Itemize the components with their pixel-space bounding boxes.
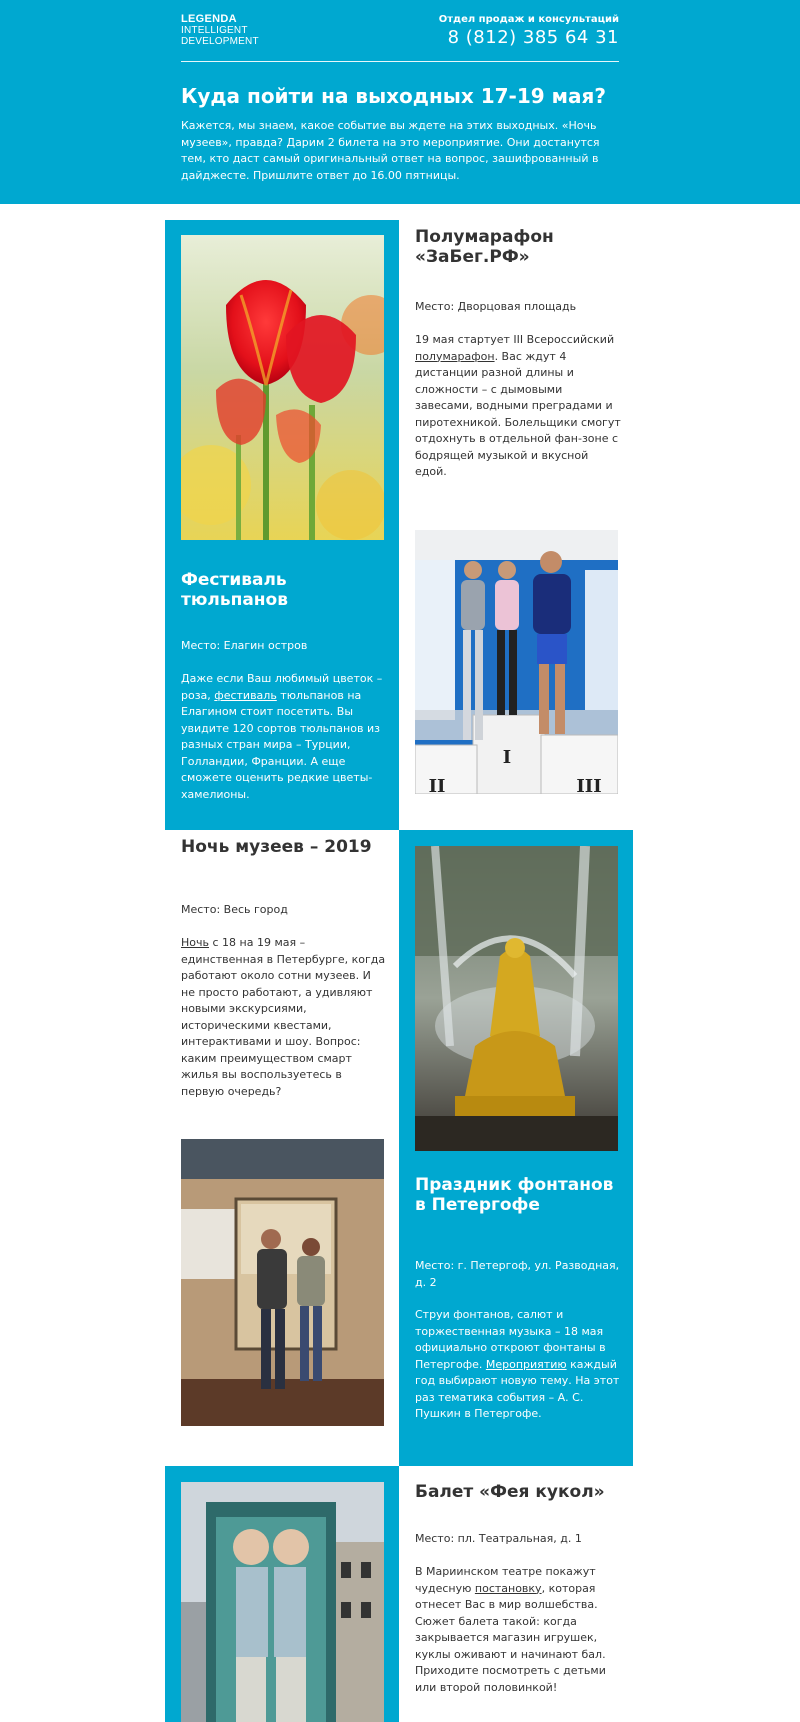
event-text-tulips xyxy=(181,671,387,803)
event-place-tulips: Место: Елагин остров xyxy=(181,639,308,652)
logo-line-2: INTELLIGENT xyxy=(181,25,248,36)
event-card-ballet-image xyxy=(165,1466,399,1722)
event-title-tulips: Фестиваль тюльпанов xyxy=(181,570,288,610)
event-text-ballet xyxy=(415,1564,621,1696)
event-card-marathon xyxy=(399,220,633,830)
header-divider xyxy=(181,61,619,62)
event-place-fountains: Место: г. Петергоф, ул. Разводная, д. 2 xyxy=(415,1259,620,1289)
logo-line-3: DEVELOPMENT xyxy=(181,36,259,47)
event-place-museums: Место: Весь город xyxy=(181,903,288,916)
event-text-museums-b: с 18 на 19 мая – единственная в Петербурге, когда работают около сотни музеев. И не просто работают, а удивляют новыми экскурсиями, историческими квестами, интерактивами и шоу. Вопрос: каким преимуществом смарт жилья вы воспользуетесь в первую очередь? xyxy=(181,936,386,1098)
event-card-museums xyxy=(165,830,399,1466)
marathon-photo[interactable] xyxy=(415,530,618,794)
contact-label: Отдел продаж и консультаций xyxy=(438,14,619,25)
intro-text: Кажется, мы знаем, какое событие вы ждете на этих выходных. «Ночь музеев», правда? Дарим 2 билета на это мероприятие. Они достанутся тем, кто даст самый оригинальный ответ на вопрос, зашифрованный в дайджесте. Пришлите ответ до 16.00 пятницы. xyxy=(181,119,600,182)
podium-first-label: I xyxy=(502,747,512,768)
event-title-fountains: Праздник фонтанов в Петергофе xyxy=(415,1175,614,1215)
event-text-marathon-b: . Вас ждут 4 дистанции разной длины и сложности – с дымовыми завесами, водными преградами и пиротехникой. Болельщики смогут отдохнуть в отдельной фан-зоне с бодрящей музыкой и вкусной едой. xyxy=(415,349,621,478)
event-title-museums: Ночь музеев – 2019 xyxy=(181,837,372,857)
podium-second-label: II xyxy=(428,776,446,794)
event-place-marathon: Место: Дворцовая площадь xyxy=(415,300,577,313)
phone-link[interactable]: 8 (812) 385 64 31 xyxy=(447,27,619,48)
event-card-fountains xyxy=(399,830,633,1466)
event-card-ballet xyxy=(399,1466,633,1722)
event-text-fountains-b: каждый год выбирают новую тему. На этот раз тематика события – А. С. Пушкин в Петергофе. xyxy=(415,1357,620,1420)
mural-photo[interactable] xyxy=(181,1482,384,1722)
event-text-ballet-a: В Мариинском театре покажут чудесную xyxy=(415,1565,596,1595)
header-banner xyxy=(0,0,800,204)
logo-line-1: LEGENDA xyxy=(181,13,237,25)
event-place-ballet: Место: пл. Театральная, д. 1 xyxy=(415,1532,582,1545)
podium-third-label: III xyxy=(576,776,602,794)
event-text-fountains xyxy=(415,1307,621,1423)
legenda-logo[interactable] xyxy=(181,14,259,47)
event-text-marathon-a: 19 мая стартует III Всероссийский xyxy=(415,333,615,346)
page-title: Куда пойти на выходных 17-19 мая? xyxy=(181,84,606,108)
fountain-photo[interactable] xyxy=(415,846,618,1151)
ballet-link[interactable]: постановку xyxy=(474,1581,542,1595)
event-text-tulips-a: Даже если Ваш любимый цветок – роза, xyxy=(181,672,383,702)
event-text-ballet-b: , которая отнесет Вас в мир волшебства. Сюжет балета такой: когда закрывается магазин игрушек, куклы оживают и начинают бал. Приходите посмотреть с детьми или второй половинкой! xyxy=(415,1581,606,1694)
event-text-museums xyxy=(181,935,387,1100)
event-card-tulips xyxy=(165,220,399,830)
event-text-fountains-a: Струи фонтанов, салют и торжественная музыка – 18 мая официально откроют фонтаны в Петергофе. xyxy=(415,1308,606,1371)
event-title-marathon: Полумарафон «ЗаБег.РФ» xyxy=(415,227,554,267)
museums-night-link[interactable]: Ночь xyxy=(181,936,209,949)
event-text-tulips-b: тюльпанов на Елагином стоит посетить. Вы увидите 120 сортов тюльпанов из разных стран мира – Турции, Голландии, Франции. А еще сможете оценить редкие цветы-хамелионы. xyxy=(181,688,380,801)
contact-block xyxy=(439,14,619,48)
fountains-event-link[interactable]: Мероприятию xyxy=(485,1357,567,1371)
event-text-marathon xyxy=(415,332,621,481)
tulips-photo[interactable] xyxy=(181,235,384,540)
tulips-festival-link[interactable]: фестиваль xyxy=(214,688,277,702)
event-title-ballet: Балет «Фея кукол» xyxy=(415,1482,605,1502)
marathon-link[interactable]: полумарафон xyxy=(415,349,495,363)
museum-photo[interactable] xyxy=(181,1139,384,1426)
